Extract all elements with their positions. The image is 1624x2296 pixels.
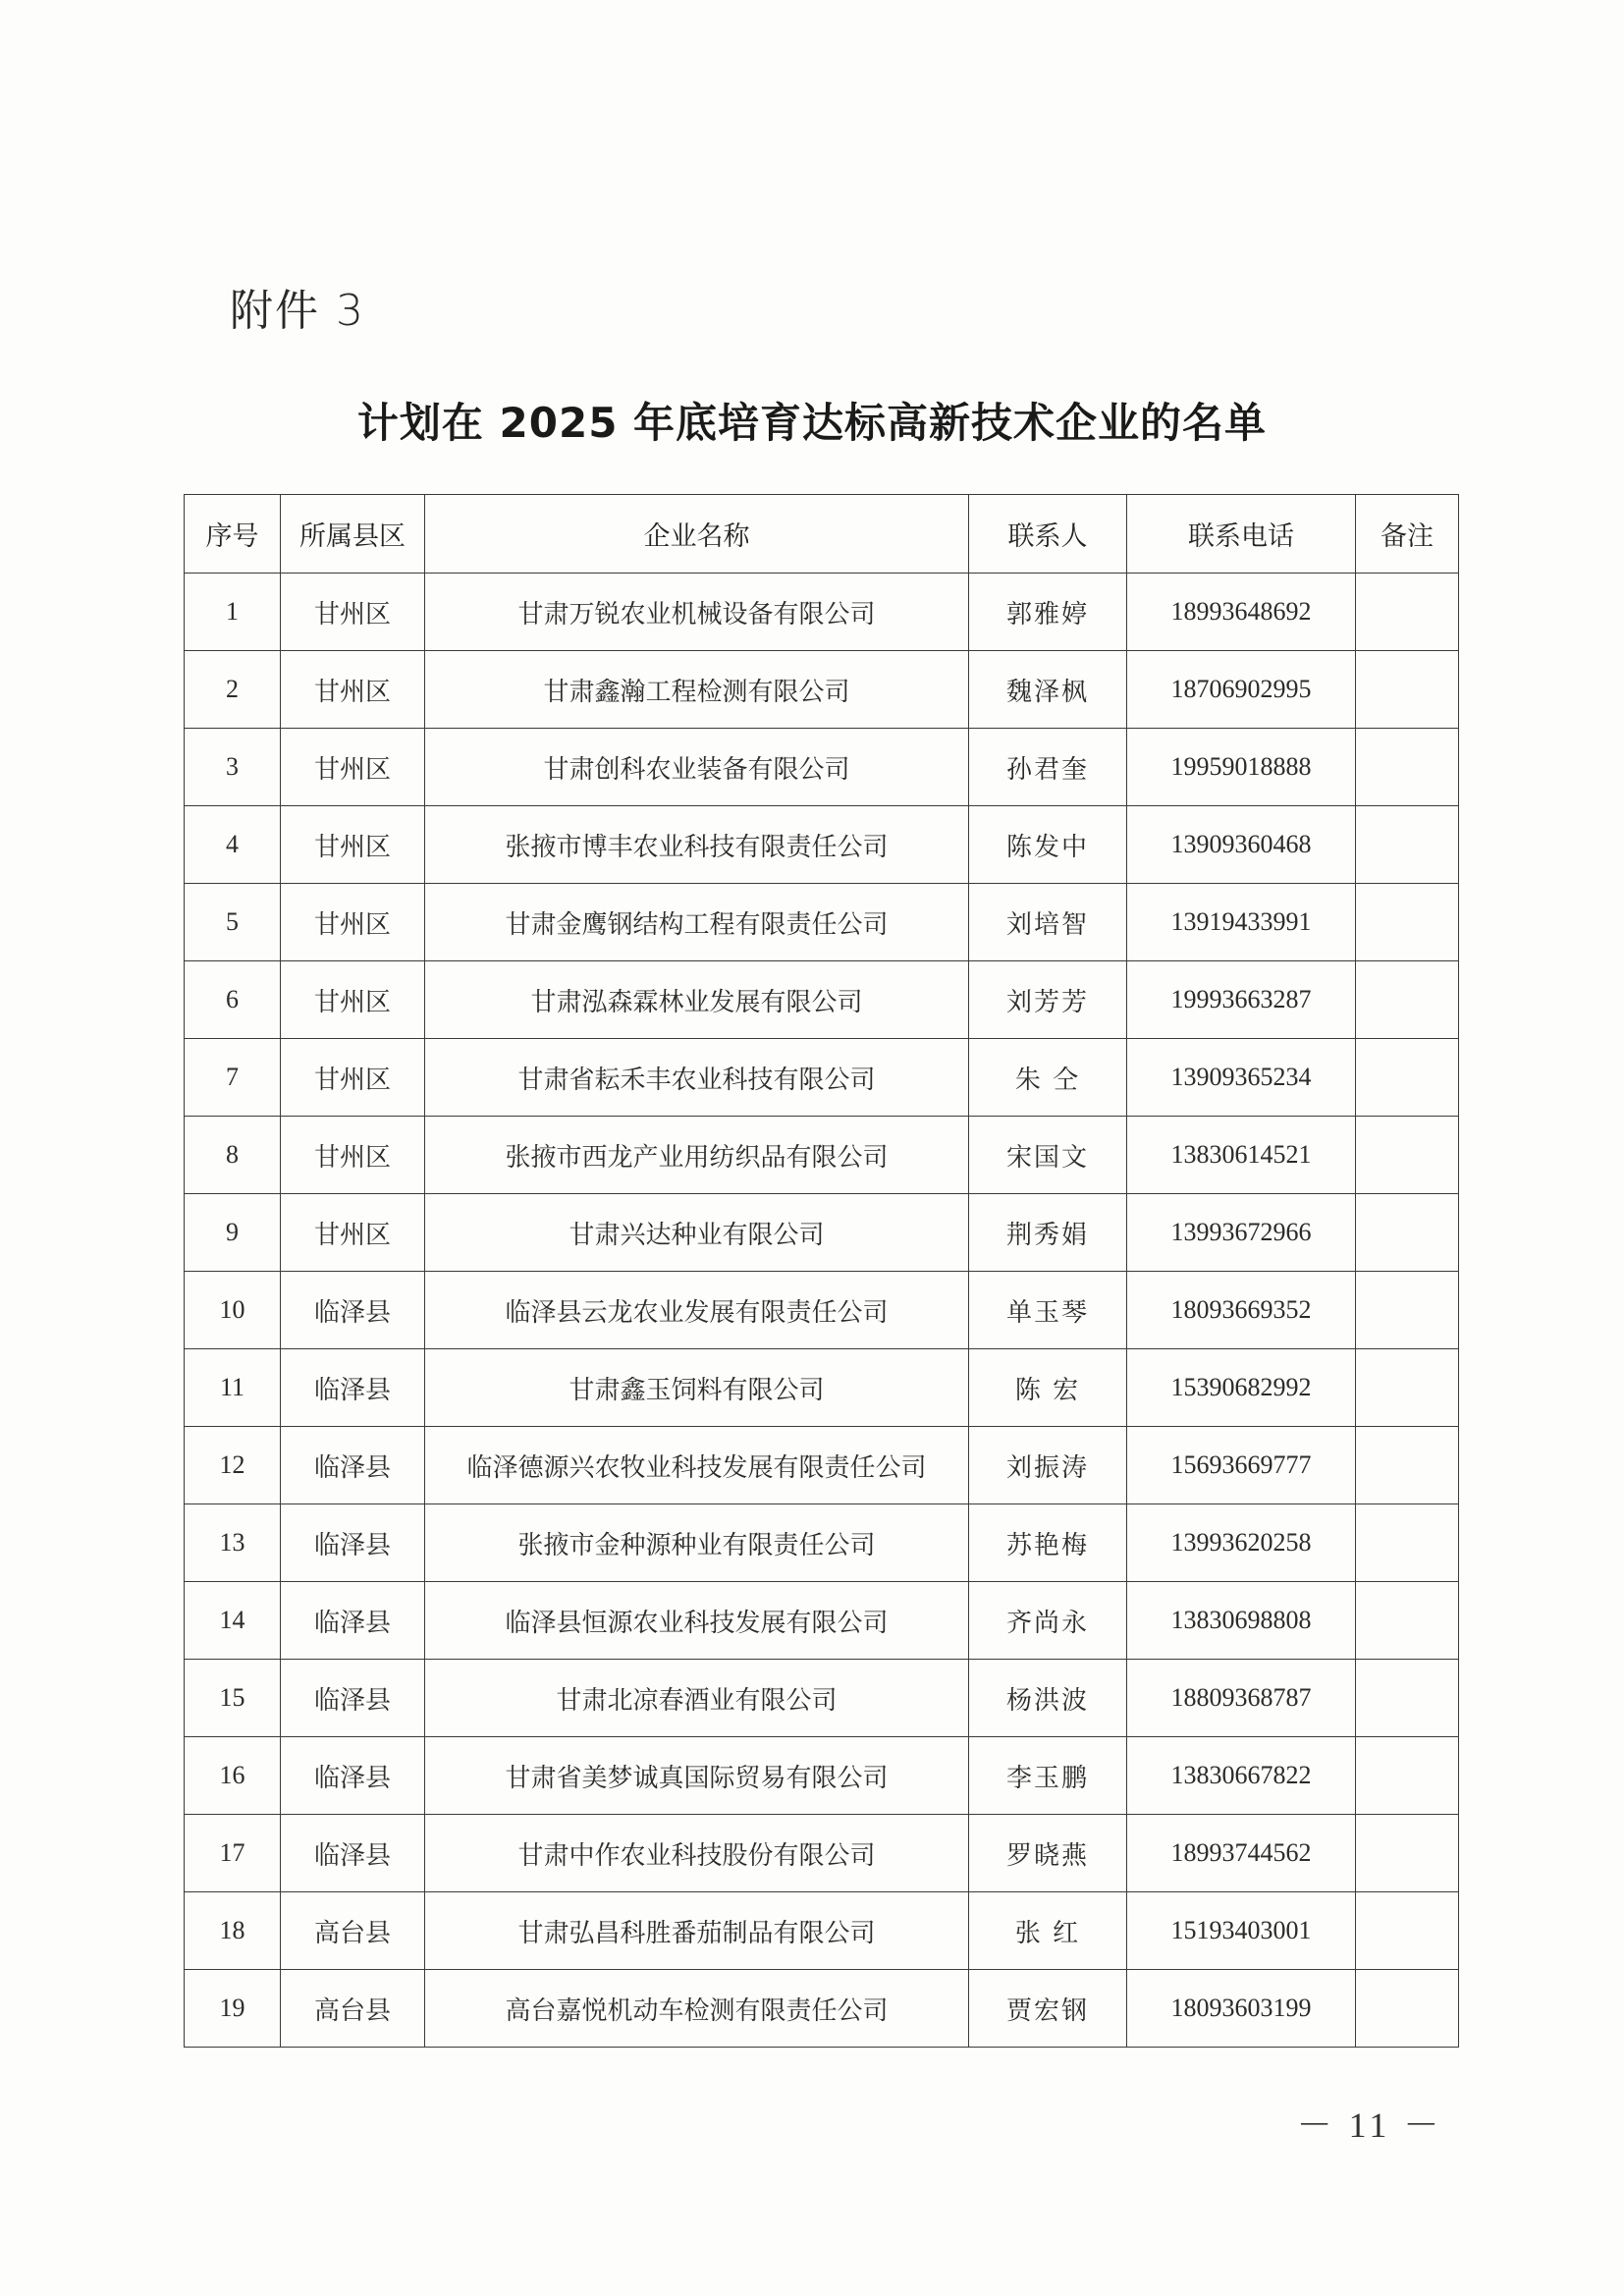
page-number: － 11 － [1296, 2105, 1443, 2145]
header-remarks: 备注 [1356, 495, 1459, 574]
cell-phone: 13919433991 [1127, 884, 1356, 961]
cell-district: 甘州区 [281, 574, 425, 651]
table-row [185, 1582, 1459, 1660]
cell-remarks [1356, 1737, 1459, 1815]
cell-district: 临泽县 [281, 1427, 425, 1504]
cell-phone: 13993672966 [1127, 1194, 1356, 1272]
cell-remarks [1356, 1194, 1459, 1272]
cell-company: 甘肃金鹰钢结构工程有限责任公司 [425, 884, 969, 961]
cell-district: 临泽县 [281, 1815, 425, 1892]
cell-contact: 魏泽枫 [969, 651, 1127, 729]
cell-contact: 罗晓燕 [969, 1815, 1127, 1892]
table-row [185, 1194, 1459, 1272]
cell-contact: 李玉鹏 [969, 1737, 1127, 1815]
cell-contact: 齐尚永 [969, 1582, 1127, 1660]
cell-company: 甘肃北凉春酒业有限公司 [425, 1660, 969, 1737]
header-index: 序号 [185, 495, 281, 574]
cell-phone: 18993744562 [1127, 1815, 1356, 1892]
cell-district: 甘州区 [281, 961, 425, 1039]
cell-contact: 郭雅婷 [969, 574, 1127, 651]
cell-contact: 单玉琴 [969, 1272, 1127, 1349]
cell-contact: 贾宏钢 [969, 1970, 1127, 2048]
cell-index: 8 [185, 1117, 281, 1194]
cell-phone: 13993620258 [1127, 1504, 1356, 1582]
cell-remarks [1356, 1427, 1459, 1504]
cell-remarks [1356, 1815, 1459, 1892]
cell-phone: 18809368787 [1127, 1660, 1356, 1737]
cell-company: 甘肃省耘禾丰农业科技有限公司 [425, 1039, 969, 1117]
table-row [185, 1660, 1459, 1737]
cell-district: 甘州区 [281, 729, 425, 806]
cell-contact: 苏艳梅 [969, 1504, 1127, 1582]
cell-company: 张掖市博丰农业科技有限责任公司 [425, 806, 969, 884]
cell-company: 甘肃万锐农业机械设备有限公司 [425, 574, 969, 651]
table-row [185, 729, 1459, 806]
cell-district: 甘州区 [281, 1039, 425, 1117]
cell-district: 甘州区 [281, 651, 425, 729]
cell-phone: 13830667822 [1127, 1737, 1356, 1815]
table-row [185, 1039, 1459, 1117]
cell-phone: 19993663287 [1127, 961, 1356, 1039]
table-row [185, 1970, 1459, 2048]
table-row [185, 1349, 1459, 1427]
cell-index: 14 [185, 1582, 281, 1660]
cell-company: 甘肃泓森霖林业发展有限公司 [425, 961, 969, 1039]
cell-index: 18 [185, 1892, 281, 1970]
cell-phone: 15693669777 [1127, 1427, 1356, 1504]
cell-contact: 宋国文 [969, 1117, 1127, 1194]
cell-district: 甘州区 [281, 1117, 425, 1194]
cell-remarks [1356, 1117, 1459, 1194]
cell-contact: 刘振涛 [969, 1427, 1127, 1504]
cell-remarks [1356, 1970, 1459, 2048]
cell-phone: 13830614521 [1127, 1117, 1356, 1194]
cell-contact: 刘芳芳 [969, 961, 1127, 1039]
document-title: 计划在 2025 年底培育达标高新技术企业的名单 [356, 399, 1268, 447]
cell-index: 16 [185, 1737, 281, 1815]
table-row [185, 1737, 1459, 1815]
header-phone: 联系电话 [1127, 495, 1356, 574]
cell-index: 1 [185, 574, 281, 651]
cell-company: 甘肃创科农业装备有限公司 [425, 729, 969, 806]
cell-district: 临泽县 [281, 1504, 425, 1582]
header-company: 企业名称 [425, 495, 969, 574]
table-row [185, 651, 1459, 729]
cell-contact: 张 红 [969, 1892, 1127, 1970]
cell-company: 张掖市西龙产业用纺织品有限公司 [425, 1117, 969, 1194]
header-contact: 联系人 [969, 495, 1127, 574]
cell-index: 5 [185, 884, 281, 961]
cell-contact: 陈发中 [969, 806, 1127, 884]
cell-phone: 19959018888 [1127, 729, 1356, 806]
cell-remarks [1356, 729, 1459, 806]
cell-contact: 刘培智 [969, 884, 1127, 961]
cell-company: 甘肃兴达种业有限公司 [425, 1194, 969, 1272]
cell-remarks [1356, 1349, 1459, 1427]
cell-contact: 孙君奎 [969, 729, 1127, 806]
cell-remarks [1356, 961, 1459, 1039]
cell-index: 12 [185, 1427, 281, 1504]
cell-district: 临泽县 [281, 1660, 425, 1737]
cell-index: 3 [185, 729, 281, 806]
cell-contact: 荆秀娟 [969, 1194, 1127, 1272]
enterprise-list-table [184, 494, 1459, 2048]
attachment-label: 附件 3 [230, 286, 365, 336]
cell-index: 11 [185, 1349, 281, 1427]
cell-company: 甘肃鑫瀚工程检测有限公司 [425, 651, 969, 729]
table-row [185, 1504, 1459, 1582]
cell-remarks [1356, 574, 1459, 651]
cell-district: 甘州区 [281, 1194, 425, 1272]
cell-phone: 18093669352 [1127, 1272, 1356, 1349]
cell-phone: 18993648692 [1127, 574, 1356, 651]
cell-company: 高台嘉悦机动车检测有限责任公司 [425, 1970, 969, 2048]
cell-district: 临泽县 [281, 1349, 425, 1427]
cell-company: 甘肃省美梦诚真国际贸易有限公司 [425, 1737, 969, 1815]
cell-contact: 朱 仝 [969, 1039, 1127, 1117]
cell-remarks [1356, 806, 1459, 884]
cell-phone: 13909365234 [1127, 1039, 1356, 1117]
cell-index: 15 [185, 1660, 281, 1737]
cell-phone: 18093603199 [1127, 1970, 1356, 2048]
cell-index: 10 [185, 1272, 281, 1349]
cell-remarks [1356, 1504, 1459, 1582]
cell-company: 临泽县云龙农业发展有限责任公司 [425, 1272, 969, 1349]
table-header-row [185, 495, 1459, 574]
table-row [185, 574, 1459, 651]
cell-company: 张掖市金种源种业有限责任公司 [425, 1504, 969, 1582]
cell-index: 9 [185, 1194, 281, 1272]
table-row [185, 961, 1459, 1039]
cell-company: 甘肃中作农业科技股份有限公司 [425, 1815, 969, 1892]
cell-index: 6 [185, 961, 281, 1039]
cell-company: 甘肃鑫玉饲料有限公司 [425, 1349, 969, 1427]
cell-index: 7 [185, 1039, 281, 1117]
table-body [185, 574, 1459, 2048]
cell-district: 临泽县 [281, 1582, 425, 1660]
table-row [185, 1272, 1459, 1349]
table-row [185, 1427, 1459, 1504]
cell-contact: 陈 宏 [969, 1349, 1127, 1427]
cell-remarks [1356, 1582, 1459, 1660]
cell-phone: 15390682992 [1127, 1349, 1356, 1427]
cell-district: 甘州区 [281, 884, 425, 961]
table-row [185, 884, 1459, 961]
table-row [185, 1815, 1459, 1892]
cell-district: 高台县 [281, 1970, 425, 2048]
header-district: 所属县区 [281, 495, 425, 574]
cell-remarks [1356, 884, 1459, 961]
cell-index: 19 [185, 1970, 281, 2048]
cell-district: 高台县 [281, 1892, 425, 1970]
table-row [185, 806, 1459, 884]
cell-phone: 13830698808 [1127, 1582, 1356, 1660]
table-row [185, 1117, 1459, 1194]
cell-phone: 15193403001 [1127, 1892, 1356, 1970]
table-row [185, 1892, 1459, 1970]
cell-company: 临泽德源兴农牧业科技发展有限责任公司 [425, 1427, 969, 1504]
cell-district: 临泽县 [281, 1737, 425, 1815]
cell-company: 临泽县恒源农业科技发展有限公司 [425, 1582, 969, 1660]
cell-remarks [1356, 1039, 1459, 1117]
cell-phone: 18706902995 [1127, 651, 1356, 729]
cell-contact: 杨洪波 [969, 1660, 1127, 1737]
cell-remarks [1356, 1892, 1459, 1970]
cell-remarks [1356, 1660, 1459, 1737]
cell-phone: 13909360468 [1127, 806, 1356, 884]
cell-index: 2 [185, 651, 281, 729]
cell-district: 临泽县 [281, 1272, 425, 1349]
cell-index: 17 [185, 1815, 281, 1892]
cell-company: 甘肃弘昌科胜番茄制品有限公司 [425, 1892, 969, 1970]
cell-remarks [1356, 651, 1459, 729]
cell-index: 13 [185, 1504, 281, 1582]
cell-remarks [1356, 1272, 1459, 1349]
cell-index: 4 [185, 806, 281, 884]
cell-district: 甘州区 [281, 806, 425, 884]
